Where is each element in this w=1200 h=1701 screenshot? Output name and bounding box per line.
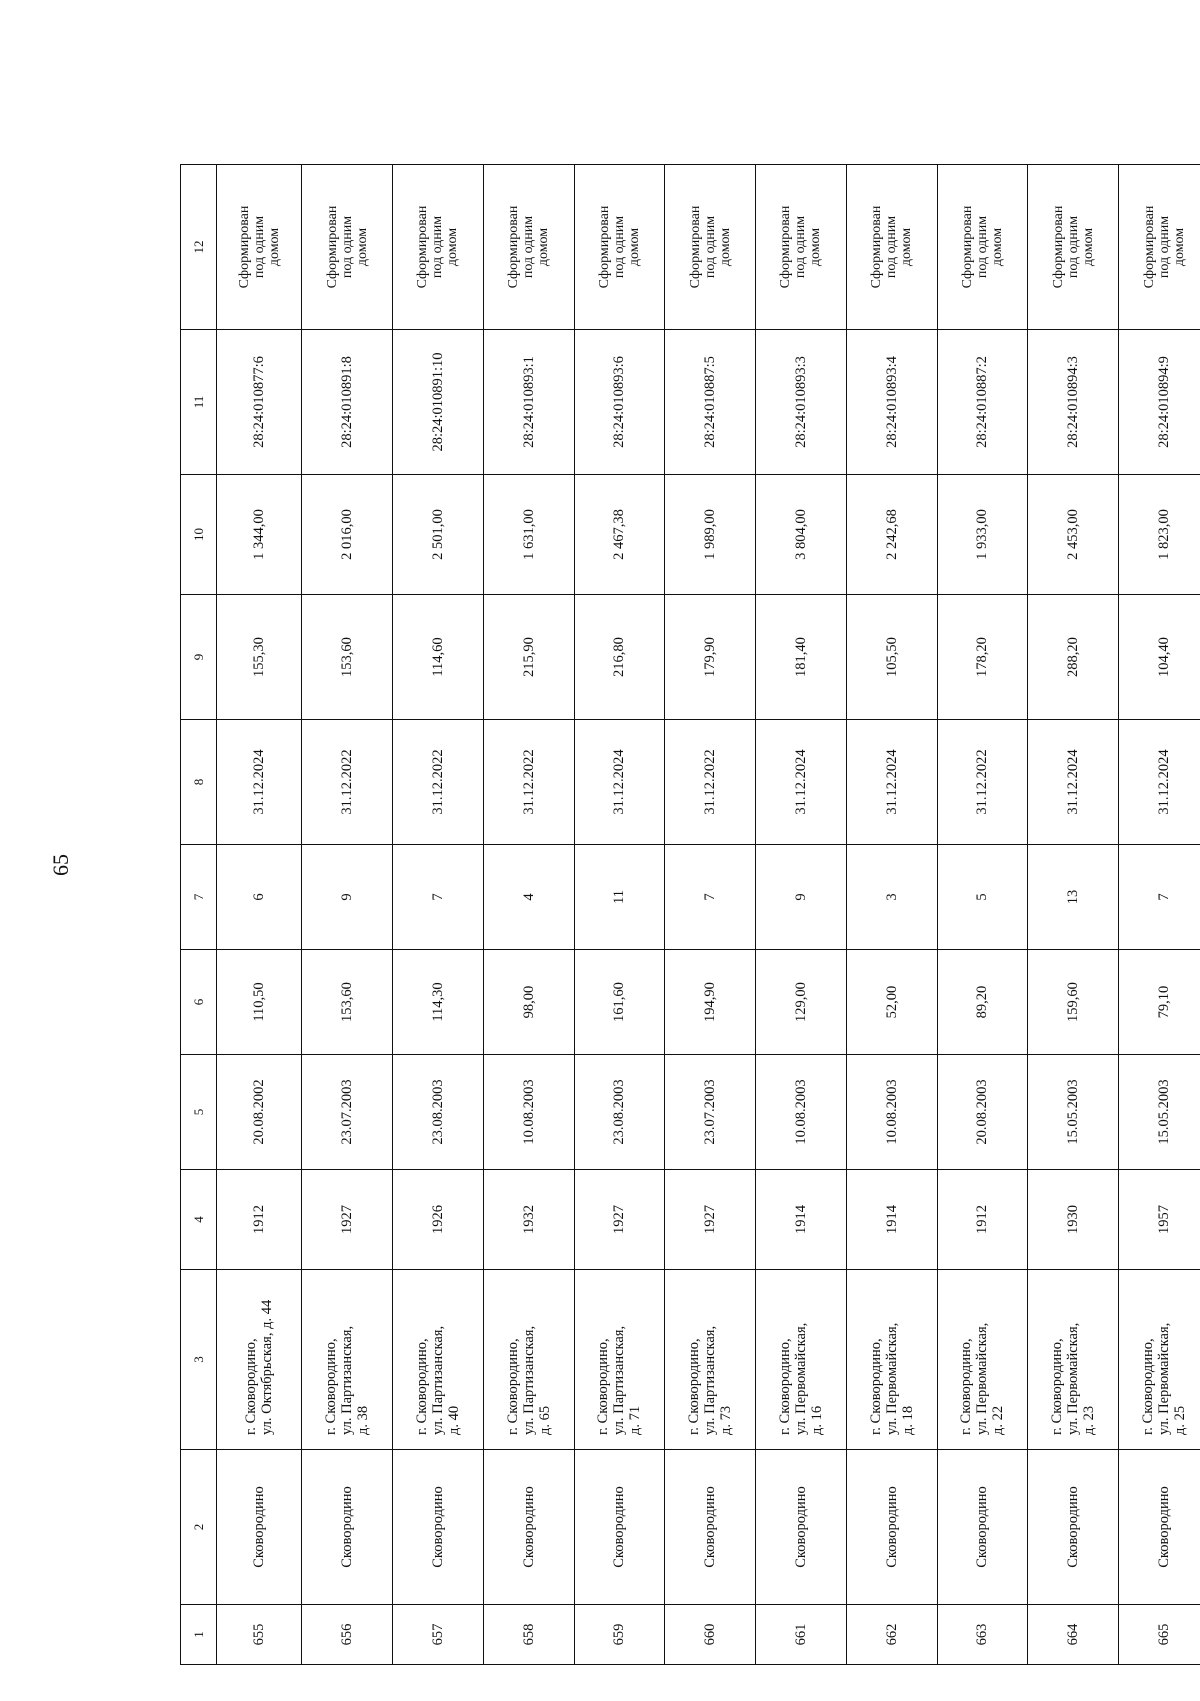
address-cell-line: д. 22 <box>990 1405 1007 1435</box>
area-cell: 129,00 <box>756 950 847 1055</box>
address-cell-line: г. Сковородино, <box>323 1338 340 1435</box>
deadline-cell: 31.12.2022 <box>937 720 1028 845</box>
status-cell-line: Сформирован <box>236 205 252 289</box>
land-area-cell: 104,40 <box>1119 595 1200 720</box>
column-header: 9 <box>181 595 217 720</box>
status-cell-line: домом <box>989 227 1005 267</box>
address-cell-line: ул. Первомайская, <box>883 1322 900 1435</box>
residents-cell: 7 <box>665 845 756 950</box>
status-cell-line: под одним <box>702 215 718 279</box>
land-area-cell: 105,50 <box>846 595 937 720</box>
status-cell-line: под одним <box>1156 215 1172 279</box>
table-row <box>756 165 847 1665</box>
cadastral-number-cell: 28:24:010894:9 <box>1119 330 1200 475</box>
page-number: 65 <box>48 854 73 876</box>
cost-cell: 2 467,38 <box>574 475 665 595</box>
year-built-cell: 1927 <box>574 1170 665 1270</box>
area-cell: 98,00 <box>483 950 574 1055</box>
address-cell-line: г. Сковородино, <box>686 1338 703 1435</box>
address-cell-line: ул. Первомайская, <box>1156 1322 1173 1435</box>
settlement-cell: Сковородино <box>302 1450 393 1605</box>
address-cell-line: ул. Первомайская, <box>1065 1322 1082 1435</box>
row-number: 663 <box>937 1605 1028 1665</box>
address-cell <box>1119 1270 1200 1450</box>
address-cell <box>1028 1270 1119 1450</box>
row-number: 657 <box>392 1605 483 1665</box>
address-cell <box>217 1270 302 1450</box>
area-cell: 194,90 <box>665 950 756 1055</box>
status-cell-line: под одним <box>793 215 809 279</box>
row-number: 665 <box>1119 1605 1200 1665</box>
year-built-cell: 1912 <box>217 1170 302 1270</box>
row-number: 661 <box>756 1605 847 1665</box>
row-number: 659 <box>574 1605 665 1665</box>
status-cell-line: Сформирован <box>1050 205 1066 289</box>
address-cell-line: ул. Партизанская, <box>429 1325 446 1435</box>
table-row <box>392 165 483 1665</box>
year-built-cell: 1927 <box>665 1170 756 1270</box>
status-cell-line: домом <box>1171 227 1187 267</box>
area-cell: 89,20 <box>937 950 1028 1055</box>
status-cell <box>217 165 302 330</box>
address-cell <box>846 1270 937 1450</box>
status-cell-line: под одним <box>974 215 990 279</box>
address-cell-line: ул. Партизанская, <box>611 1325 628 1435</box>
status-cell-line: домом <box>536 227 552 267</box>
address-cell-line: д. 18 <box>899 1405 916 1435</box>
address-cell <box>392 1270 483 1450</box>
residents-cell: 3 <box>846 845 937 950</box>
year-built-cell: 1914 <box>846 1170 937 1270</box>
status-cell-line: домом <box>445 227 461 267</box>
address-cell-line: д. 71 <box>627 1405 644 1435</box>
land-area-cell: 178,20 <box>937 595 1028 720</box>
cadastral-number-cell: 28:24:010891:10 <box>392 330 483 475</box>
settlement-cell: Сковородино <box>846 1450 937 1605</box>
column-header: 5 <box>181 1055 217 1170</box>
deadline-cell: 31.12.2024 <box>1028 720 1119 845</box>
status-cell-line: домом <box>808 227 824 267</box>
area-cell: 110,50 <box>217 950 302 1055</box>
column-header: 6 <box>181 950 217 1055</box>
cadastral-number-cell: 28:24:010893:3 <box>756 330 847 475</box>
column-header: 12 <box>181 165 217 330</box>
residents-cell: 5 <box>937 845 1028 950</box>
address-cell-line: г. Сковородино, <box>504 1338 521 1435</box>
cost-cell: 2 501,00 <box>392 475 483 595</box>
address-cell <box>756 1270 847 1450</box>
settlement-cell: Сковородино <box>1028 1450 1119 1605</box>
date-cell: 23.08.2003 <box>392 1055 483 1170</box>
land-area-cell: 114,60 <box>392 595 483 720</box>
settlement-cell: Сковородино <box>392 1450 483 1605</box>
date-cell: 10.08.2003 <box>483 1055 574 1170</box>
cadastral-number-cell: 28:24:010891:8 <box>302 330 393 475</box>
table-row <box>574 165 665 1665</box>
status-cell <box>1028 165 1119 330</box>
status-cell <box>483 165 574 330</box>
column-header: 7 <box>181 845 217 950</box>
status-cell-line: под одним <box>521 215 537 279</box>
column-header: 1 <box>181 1605 217 1665</box>
status-cell <box>665 165 756 330</box>
address-cell-line: ул. Первомайская, <box>974 1322 991 1435</box>
deadline-cell: 31.12.2024 <box>846 720 937 845</box>
status-cell-line: домом <box>899 227 915 267</box>
table-row <box>1028 165 1119 1665</box>
cadastral-number-cell: 28:24:010893:4 <box>846 330 937 475</box>
status-cell-line: Сформирован <box>596 205 612 289</box>
status-cell <box>756 165 847 330</box>
address-cell <box>483 1270 574 1450</box>
address-cell-line: г. Сковородино, <box>243 1338 260 1435</box>
area-cell: 52,00 <box>846 950 937 1055</box>
row-number: 658 <box>483 1605 574 1665</box>
land-area-cell: 216,80 <box>574 595 665 720</box>
status-cell-line: Сформирован <box>687 205 703 289</box>
address-cell <box>937 1270 1028 1450</box>
settlement-cell: Сковородино <box>574 1450 665 1605</box>
address-cell-line: г. Сковородино, <box>1049 1338 1066 1435</box>
address-cell-line: г. Сковородино, <box>413 1338 430 1435</box>
deadline-cell: 31.12.2022 <box>302 720 393 845</box>
status-cell-line: Сформирован <box>1141 205 1157 289</box>
status-cell-line: под одним <box>884 215 900 279</box>
year-built-cell: 1912 <box>937 1170 1028 1270</box>
area-cell: 159,60 <box>1028 950 1119 1055</box>
cost-cell: 2 016,00 <box>302 475 393 595</box>
table-row <box>217 165 302 1665</box>
address-cell-line: ул. Партизанская, <box>520 1325 537 1435</box>
status-cell <box>1119 165 1200 330</box>
status-cell-line: под одним <box>339 215 355 279</box>
cadastral-number-cell: 28:24:010887:5 <box>665 330 756 475</box>
status-cell-line: домом <box>266 227 282 267</box>
row-number: 655 <box>217 1605 302 1665</box>
cadastral-number-cell: 28:24:010894:3 <box>1028 330 1119 475</box>
land-area-cell: 288,20 <box>1028 595 1119 720</box>
area-cell: 79,10 <box>1119 950 1200 1055</box>
status-cell-line: домом <box>626 227 642 267</box>
housing-registry-table <box>180 164 1200 1665</box>
row-number: 662 <box>846 1605 937 1665</box>
address-cell-line: ул. Октябрьская, д. 44 <box>259 1299 276 1435</box>
land-area-cell: 153,60 <box>302 595 393 720</box>
status-cell <box>937 165 1028 330</box>
cost-cell: 1 631,00 <box>483 475 574 595</box>
table-row <box>937 165 1028 1665</box>
row-number: 656 <box>302 1605 393 1665</box>
year-built-cell: 1926 <box>392 1170 483 1270</box>
cost-cell: 1 823,00 <box>1119 475 1200 595</box>
year-built-cell: 1927 <box>302 1170 393 1270</box>
address-cell-line: ул. Первомайская, <box>792 1322 809 1435</box>
status-cell <box>846 165 937 330</box>
status-cell-line: под одним <box>251 215 267 279</box>
address-cell-line: д. 25 <box>1172 1405 1189 1435</box>
residents-cell: 13 <box>1028 845 1119 950</box>
address-cell-line: д. 73 <box>718 1405 735 1435</box>
residents-cell: 6 <box>217 845 302 950</box>
status-cell-line: Сформирован <box>415 205 431 289</box>
date-cell: 23.07.2003 <box>665 1055 756 1170</box>
address-cell-line: ул. Партизанская, <box>339 1325 356 1435</box>
status-cell-line: под одним <box>1065 215 1081 279</box>
address-cell-line: д. 23 <box>1081 1405 1098 1435</box>
column-header: 11 <box>181 330 217 475</box>
residents-cell: 7 <box>392 845 483 950</box>
year-built-cell: 1930 <box>1028 1170 1119 1270</box>
settlement-cell: Сковородино <box>937 1450 1028 1605</box>
deadline-cell: 31.12.2022 <box>665 720 756 845</box>
deadline-cell: 31.12.2024 <box>756 720 847 845</box>
status-cell-line: Сформирован <box>959 205 975 289</box>
status-cell-line: под одним <box>430 215 446 279</box>
table-row <box>665 165 756 1665</box>
status-cell <box>574 165 665 330</box>
date-cell: 23.07.2003 <box>302 1055 393 1170</box>
status-cell-line: домом <box>1080 227 1096 267</box>
deadline-cell: 31.12.2024 <box>1119 720 1200 845</box>
deadline-cell: 31.12.2024 <box>574 720 665 845</box>
address-cell-line: д. 16 <box>808 1405 825 1435</box>
date-cell: 15.05.2003 <box>1028 1055 1119 1170</box>
status-cell-line: Сформирован <box>778 205 794 289</box>
land-area-cell: 181,40 <box>756 595 847 720</box>
cost-cell: 2 453,00 <box>1028 475 1119 595</box>
address-cell-line: ул. Партизанская, <box>702 1325 719 1435</box>
address-cell <box>574 1270 665 1450</box>
deadline-cell: 31.12.2022 <box>392 720 483 845</box>
cadastral-number-cell: 28:24:010877:6 <box>217 330 302 475</box>
column-header: 2 <box>181 1450 217 1605</box>
cost-cell: 1 344,00 <box>217 475 302 595</box>
cost-cell: 1 989,00 <box>665 475 756 595</box>
residents-cell: 9 <box>756 845 847 950</box>
date-cell: 20.08.2002 <box>217 1055 302 1170</box>
date-cell: 10.08.2003 <box>846 1055 937 1170</box>
table-row <box>1119 165 1200 1665</box>
rotated-table-container <box>180 165 1200 1665</box>
date-cell: 23.08.2003 <box>574 1055 665 1170</box>
area-cell: 114,30 <box>392 950 483 1055</box>
address-cell-line: г. Сковородино, <box>867 1338 884 1435</box>
status-cell-line: домом <box>354 227 370 267</box>
settlement-cell: Сковородино <box>217 1450 302 1605</box>
cadastral-number-cell: 28:24:010887:2 <box>937 330 1028 475</box>
status-cell <box>302 165 393 330</box>
address-cell-line: д. 65 <box>536 1405 553 1435</box>
date-cell: 10.08.2003 <box>756 1055 847 1170</box>
cadastral-number-cell: 28:24:010893:1 <box>483 330 574 475</box>
status-cell-line: домом <box>717 227 733 267</box>
table-row <box>483 165 574 1665</box>
settlement-cell: Сковородино <box>483 1450 574 1605</box>
row-number: 664 <box>1028 1605 1119 1665</box>
land-area-cell: 179,90 <box>665 595 756 720</box>
column-header: 8 <box>181 720 217 845</box>
address-cell-line: г. Сковородино, <box>595 1338 612 1435</box>
column-header: 4 <box>181 1170 217 1270</box>
area-cell: 153,60 <box>302 950 393 1055</box>
table-header-row <box>181 165 217 1665</box>
date-cell: 20.08.2003 <box>937 1055 1028 1170</box>
year-built-cell: 1914 <box>756 1170 847 1270</box>
address-cell-line: д. 38 <box>355 1405 372 1435</box>
address-cell-line: г. Сковородино, <box>1140 1338 1157 1435</box>
table-row <box>302 165 393 1665</box>
status-cell <box>392 165 483 330</box>
row-number: 660 <box>665 1605 756 1665</box>
year-built-cell: 1957 <box>1119 1170 1200 1270</box>
area-cell: 161,60 <box>574 950 665 1055</box>
cadastral-number-cell: 28:24:010893:6 <box>574 330 665 475</box>
date-cell: 15.05.2003 <box>1119 1055 1200 1170</box>
cost-cell: 2 242,68 <box>846 475 937 595</box>
deadline-cell: 31.12.2022 <box>483 720 574 845</box>
deadline-cell: 31.12.2024 <box>217 720 302 845</box>
status-cell-line: Сформирован <box>506 205 522 289</box>
residents-cell: 7 <box>1119 845 1200 950</box>
address-cell <box>665 1270 756 1450</box>
address-cell-line: г. Сковородино, <box>958 1338 975 1435</box>
settlement-cell: Сковородино <box>665 1450 756 1605</box>
address-cell-line: д. 40 <box>445 1405 462 1435</box>
column-header: 3 <box>181 1270 217 1450</box>
residents-cell: 4 <box>483 845 574 950</box>
address-cell <box>302 1270 393 1450</box>
address-cell-line: г. Сковородино, <box>776 1338 793 1435</box>
column-header: 10 <box>181 475 217 595</box>
status-cell-line: под одним <box>611 215 627 279</box>
status-cell-line: Сформирован <box>324 205 340 289</box>
settlement-cell: Сковородино <box>1119 1450 1200 1605</box>
land-area-cell: 155,30 <box>217 595 302 720</box>
cost-cell: 1 933,00 <box>937 475 1028 595</box>
residents-cell: 9 <box>302 845 393 950</box>
cost-cell: 3 804,00 <box>756 475 847 595</box>
table-row <box>846 165 937 1665</box>
year-built-cell: 1932 <box>483 1170 574 1270</box>
settlement-cell: Сковородино <box>756 1450 847 1605</box>
land-area-cell: 215,90 <box>483 595 574 720</box>
residents-cell: 11 <box>574 845 665 950</box>
status-cell-line: Сформирован <box>869 205 885 289</box>
